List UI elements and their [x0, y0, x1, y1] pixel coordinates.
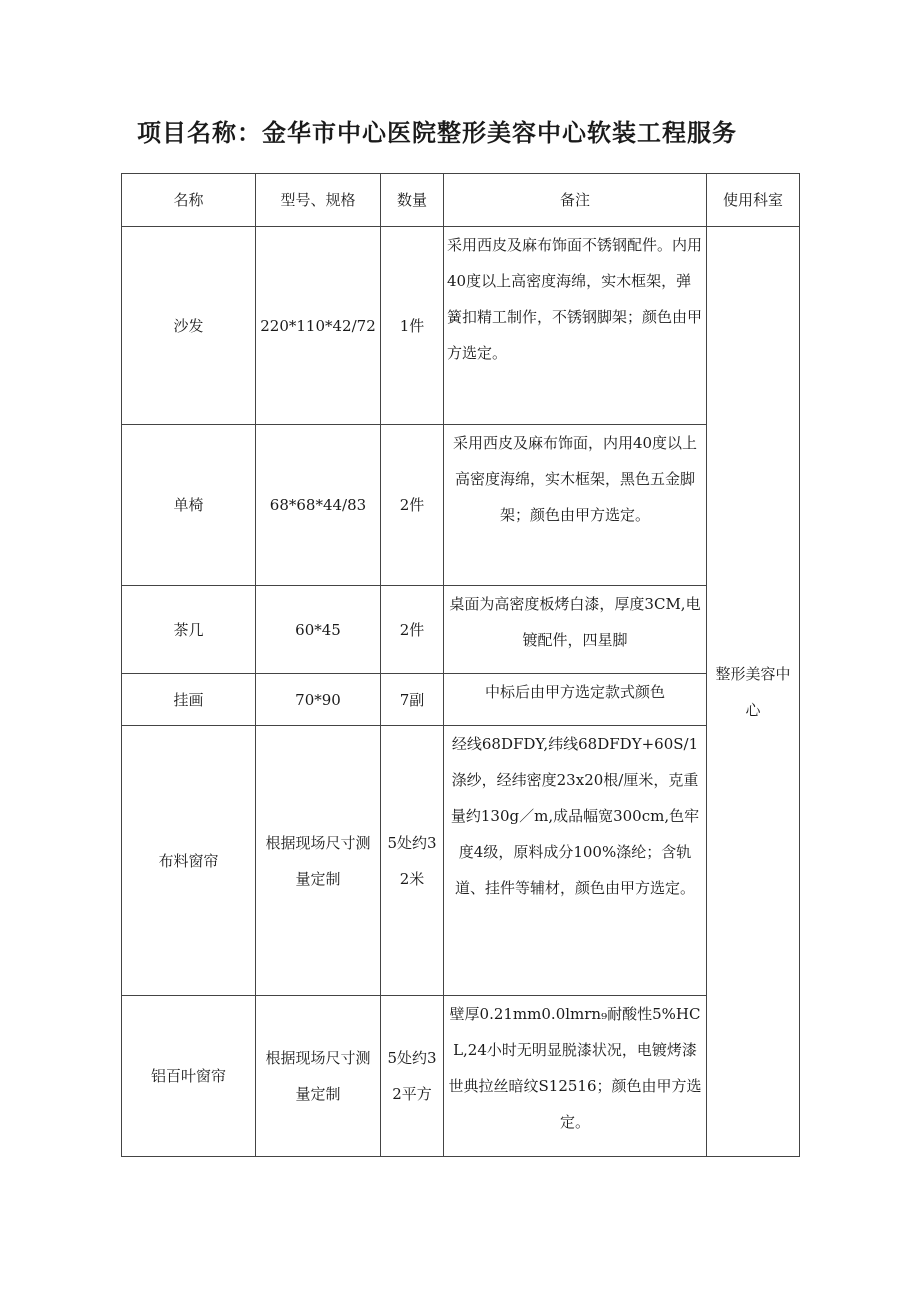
cell-name: 挂画: [122, 674, 256, 726]
header-qty: 数量: [381, 174, 444, 227]
cell-qty: 5处约32平方: [381, 996, 444, 1157]
header-note: 备注: [444, 174, 707, 227]
table-row: [122, 586, 800, 674]
table-row: [122, 996, 800, 1157]
table-header-row: [122, 174, 800, 227]
cell-name: 单椅: [122, 425, 256, 586]
cell-note: 采用西皮及麻布饰面，内用40度以上高密度海绵，实木框架，黑色五金脚架；颜色由甲方选定。: [444, 425, 707, 586]
cell-qty: 7副: [381, 674, 444, 726]
cell-name: 沙发: [122, 227, 256, 425]
header-name: 名称: [122, 174, 256, 227]
cell-model: 70*90: [256, 674, 381, 726]
items-table: [121, 173, 800, 1157]
table-row: [122, 726, 800, 996]
cell-name: 铝百叶窗帘: [122, 996, 256, 1157]
table-row: [122, 227, 800, 425]
cell-model: 68*68*44/83: [256, 425, 381, 586]
project-title: 项目名称：金华市中心医院整形美容中心软装工程服务: [137, 119, 737, 147]
cell-name: 布料窗帘: [122, 726, 256, 996]
cell-note: 桌面为高密度板烤白漆，厚度3CM,电镀配件，四星脚: [444, 586, 707, 674]
cell-dept: 整形美容中心: [707, 227, 800, 1157]
header-model: 型号、规格: [256, 174, 381, 227]
cell-note: 经线68DFDY,纬线68DFDY+60S/1涤纱，经纬密度23x20根/厘米，克重量约130g／m,成品幅宽300cm,色牢度4级，原料成分100%涤纶；含轨道、挂件等辅材，颜色由甲方选定。: [444, 726, 707, 996]
cell-qty: 5处约32米: [381, 726, 444, 996]
cell-model: 220*110*42/72: [256, 227, 381, 425]
cell-model: 60*45: [256, 586, 381, 674]
cell-qty: 1件: [381, 227, 444, 425]
header-dept: 使用科室: [707, 174, 800, 227]
table-row: [122, 674, 800, 726]
cell-note: 壁厚0.21mm0.0lmrn₉耐酸性5%HCL,24小时无明显脱漆状况，电镀烤漆世典拉丝暗纹S12516；颜色由甲方选定。: [444, 996, 707, 1157]
cell-qty: 2件: [381, 425, 444, 586]
cell-qty: 2件: [381, 586, 444, 674]
cell-name: 茶几: [122, 586, 256, 674]
cell-model: 根据现场尺寸测量定制: [256, 726, 381, 996]
table-row: [122, 425, 800, 586]
cell-note: 中标后由甲方选定款式颜色: [444, 674, 707, 726]
cell-note: 采用西皮及麻布饰面不锈钢配件。内用40度以上高密度海绵，实木框架，弹簧扣精工制作，不锈钢脚架；颜色由甲方选定。: [444, 227, 707, 425]
cell-model: 根据现场尺寸测量定制: [256, 996, 381, 1157]
